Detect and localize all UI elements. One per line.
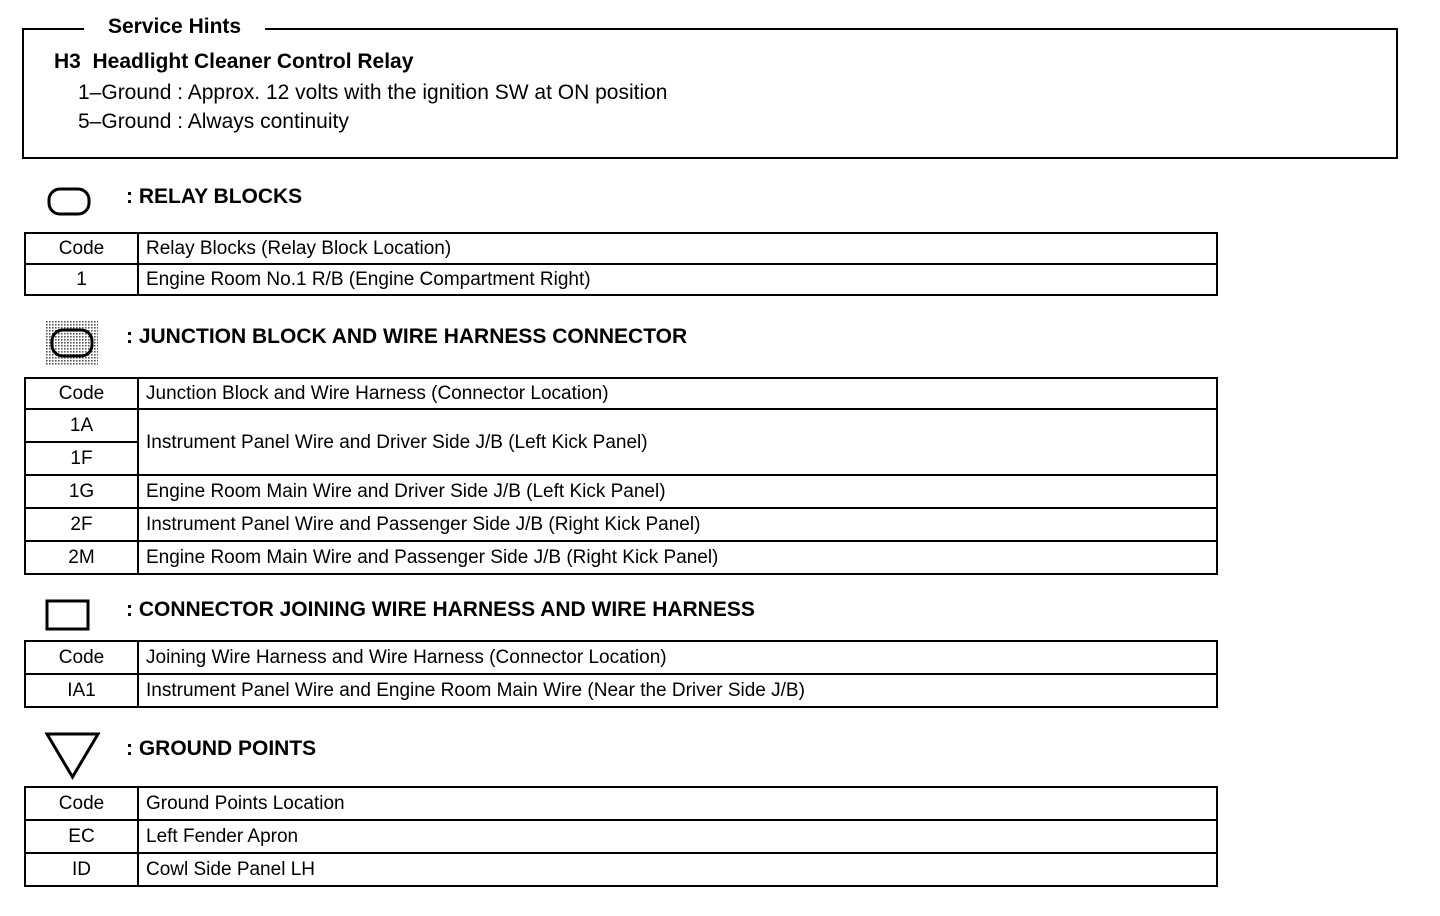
relay-blocks-table bbox=[24, 232, 1218, 296]
code-cell: 2F bbox=[25, 508, 138, 541]
code-header: Code bbox=[25, 378, 138, 409]
table-header-row bbox=[25, 641, 1217, 674]
service-hint-heading: H3 Headlight Cleaner Control Relay bbox=[54, 50, 414, 73]
code-cell: 1A bbox=[25, 409, 138, 442]
junction-block-table bbox=[24, 377, 1218, 575]
table-row bbox=[25, 264, 1217, 295]
table-header-row bbox=[25, 787, 1217, 820]
ground-point-triangle-icon bbox=[44, 731, 102, 781]
table-row bbox=[25, 475, 1217, 508]
code-cell: EC bbox=[25, 820, 138, 853]
code-cell: 1 bbox=[25, 264, 138, 295]
junction-block-title: : JUNCTION BLOCK AND WIRE HARNESS CONNECTOR bbox=[126, 325, 688, 348]
table-row bbox=[25, 541, 1217, 574]
table-row bbox=[25, 409, 1217, 442]
code-cell: 2M bbox=[25, 541, 138, 574]
location-cell: Left Fender Apron bbox=[138, 820, 1217, 853]
service-hints-title: Service Hints bbox=[84, 13, 265, 41]
table-header-row bbox=[25, 378, 1217, 409]
junction-block-icon bbox=[46, 321, 100, 367]
location-header: Junction Block and Wire Harness (Connector Location) bbox=[138, 378, 1217, 409]
location-cell: Cowl Side Panel LH bbox=[138, 853, 1217, 886]
location-cell: Instrument Panel Wire and Driver Side J/B (Left Kick Panel) bbox=[138, 409, 1217, 475]
table-row bbox=[25, 820, 1217, 853]
code-header: Code bbox=[25, 233, 138, 264]
location-cell: Engine Room Main Wire and Passenger Side J/B (Right Kick Panel) bbox=[138, 541, 1217, 574]
code-cell: 1G bbox=[25, 475, 138, 508]
location-header: Ground Points Location bbox=[138, 787, 1217, 820]
code-cell: IA1 bbox=[25, 674, 138, 707]
connector-title: : CONNECTOR JOINING WIRE HARNESS AND WIRE HARNESS bbox=[126, 598, 755, 621]
connector-table bbox=[24, 640, 1218, 708]
location-cell: Engine Room No.1 R/B (Engine Compartment Right) bbox=[138, 264, 1217, 295]
ground-points-table bbox=[24, 786, 1218, 887]
table-row bbox=[25, 853, 1217, 886]
table-row bbox=[25, 508, 1217, 541]
service-hint-line: 1–Ground : Approx. 12 volts with the ignition SW at ON position bbox=[78, 81, 668, 104]
relay-blocks-title: : RELAY BLOCKS bbox=[126, 185, 303, 208]
location-cell: Instrument Panel Wire and Passenger Side J/B (Right Kick Panel) bbox=[138, 508, 1217, 541]
code-cell: 1F bbox=[25, 442, 138, 475]
table-header-row bbox=[25, 233, 1217, 264]
code-cell: ID bbox=[25, 853, 138, 886]
code-header: Code bbox=[25, 641, 138, 674]
table-row bbox=[25, 674, 1217, 707]
ground-points-title: : GROUND POINTS bbox=[126, 737, 317, 760]
code-header: Code bbox=[25, 787, 138, 820]
connector-icon bbox=[45, 599, 91, 633]
location-cell: Instrument Panel Wire and Engine Room Main Wire (Near the Driver Side J/B) bbox=[138, 674, 1217, 707]
location-header: Joining Wire Harness and Wire Harness (Connector Location) bbox=[138, 641, 1217, 674]
service-hint-line: 5–Ground : Always continuity bbox=[78, 110, 349, 133]
relay-block-icon bbox=[46, 186, 94, 218]
location-header: Relay Blocks (Relay Block Location) bbox=[138, 233, 1217, 264]
location-cell: Engine Room Main Wire and Driver Side J/B (Left Kick Panel) bbox=[138, 475, 1217, 508]
